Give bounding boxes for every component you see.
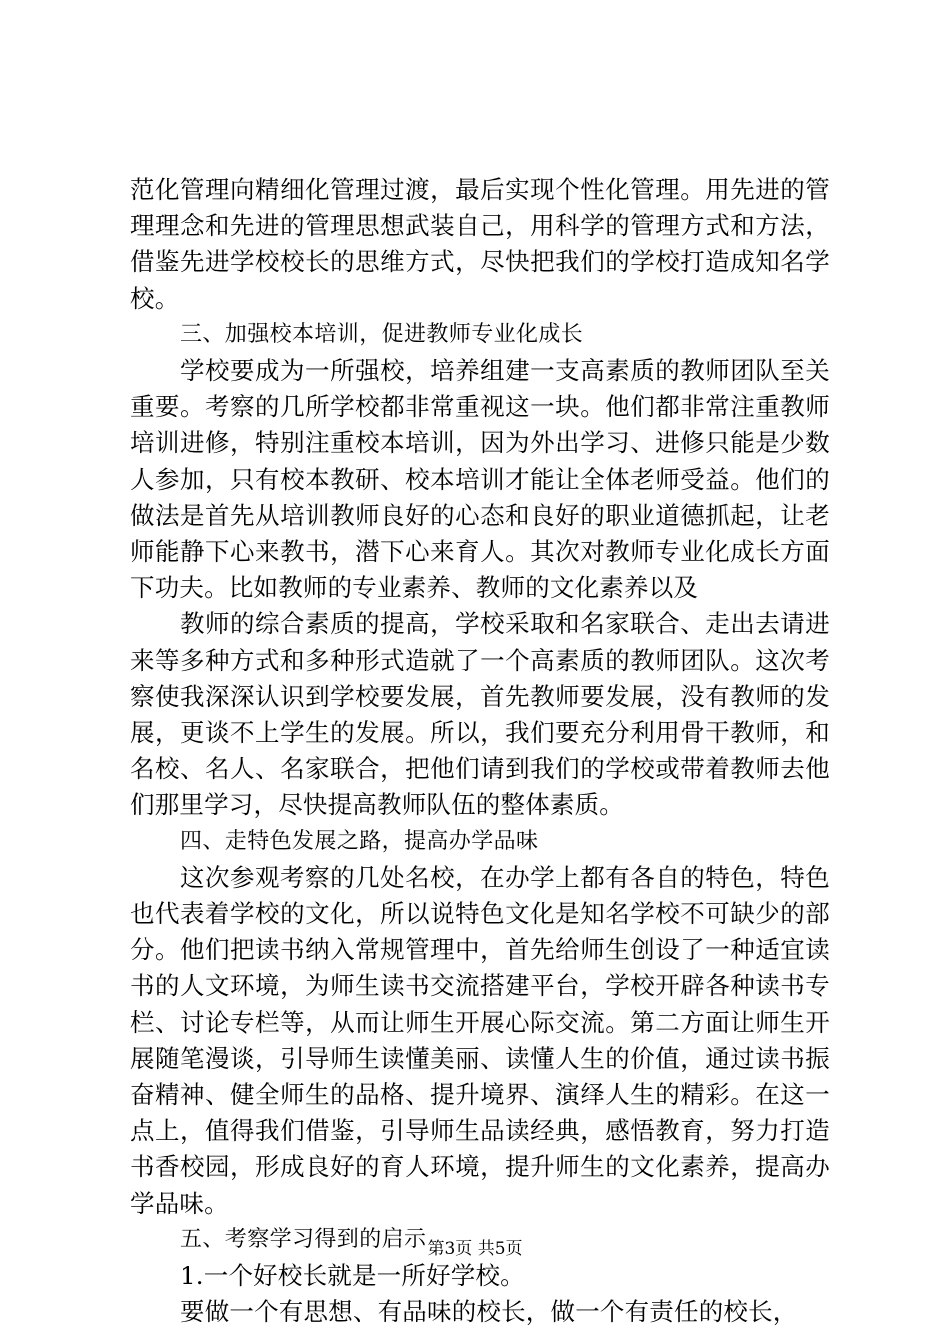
paragraph-school-culture: 这次参观考察的几处名校，在办学上都有各自的特色，特色也代表着学校的文化，所以说特色文化是知名学校不可缺少的部分。他们把读书纳入常规管理中，首先给师生创设了一种适宜读书的人文环境，为师生读书交流搭建平台，学校开辟各种读书专栏、讨论专栏等，从而让师生开展心际交流。第二方面让师生开展随笔漫谈，引导师生读懂美丽、读懂人生的价值，通过读书振奋精神、健全师生的品格、提升境界、演绎人生的精彩。在这一点上，值得我们借鉴，引导师生品读经典，感悟教育，努力打造书香校园，形成良好的育人环境，提升师生的文化素养，提高办学品味。 bbox=[130, 862, 830, 1218]
section-heading-5: 五、考察学习得到的启示 bbox=[180, 1226, 427, 1252]
paragraph-principal-role: 要做一个有思想、有品味的校长，做一个有责任的校长， bbox=[180, 1297, 798, 1327]
list-item-good-principal: 1.一个好校长就是一所好学校。 bbox=[180, 1261, 525, 1291]
paragraph-teacher-training: 学校要成为一所强校，培养组建一支高素质的教师团队至关重要。考察的几所学校都非常重视这一块。他们都非常注重教师培训进修，特别注重校本培训，因为外出学习、进修只能是少数人参加，只有校本教研、校本培训才能让全体老师受益。他们的做法是首先从培训教师良好的心态和良好的职业道德抓起，让老师能静下心来教书，潜下心来育人。其次对教师专业化成长方面下功夫。比如教师的专业素养、教师的文化素养以及 bbox=[130, 356, 830, 603]
page-footer: 第3页 共5页 bbox=[427, 1239, 523, 1259]
document-body bbox=[130, 172, 830, 1331]
paragraph-continuation: 范化管理向精细化管理过渡，最后实现个性化管理。用先进的管理理念和先进的管理思想武装自己，用科学的管理方式和方法，借鉴先进学校校长的思维方式，尽快把我们的学校打造成知名学校。 bbox=[130, 175, 830, 313]
section-heading-3: 三、加强校本培训，促进教师专业化成长 bbox=[180, 321, 584, 347]
paragraph-teacher-quality: 教师的综合素质的提高，学校采取和名家联合、走出去请进来等多种方式和多种形式造就了一个高素质的教师团队。这次考察使我深深认识到学校要发展，首先教师要发展，没有教师的发展，更谈不上学生的发展。所以，我们要充分利用骨干教师，和名校、名人、名家联合，把他们请到我们的学校或带着教师去他们那里学习，尽快提高教师队伍的整体素质。 bbox=[130, 609, 830, 820]
section-heading-4: 四、走特色发展之路，提高办学品味 bbox=[180, 828, 539, 854]
